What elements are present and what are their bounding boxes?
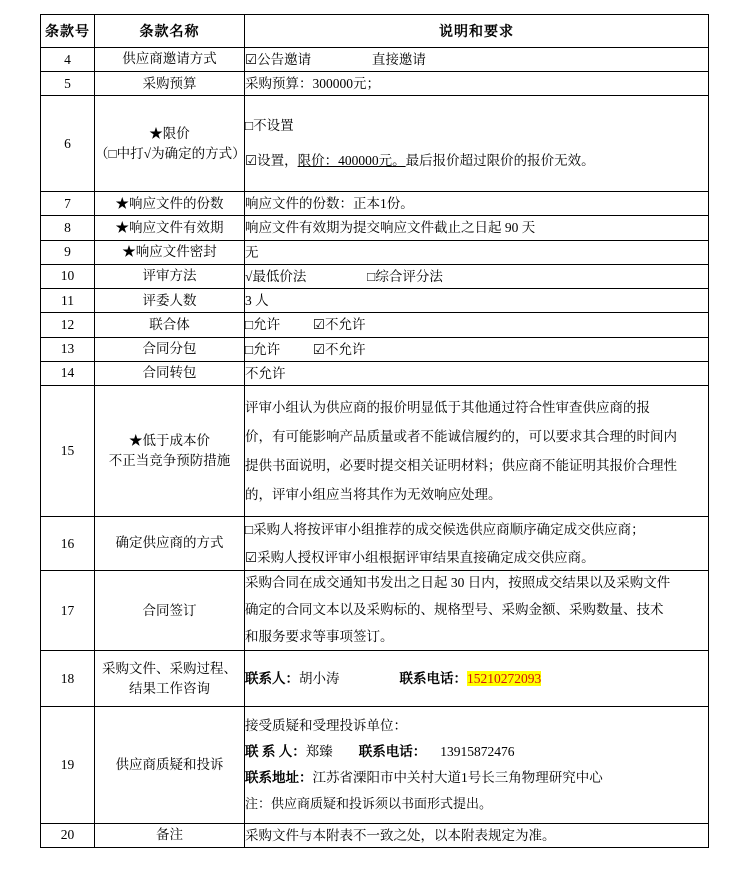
row-name: 联合体 [95, 313, 245, 337]
table-row [41, 823, 709, 847]
table-row [41, 571, 709, 651]
row-no: 10 [41, 264, 95, 288]
row-desc [245, 361, 709, 385]
table-row [41, 385, 709, 516]
complaint-phone-label: 联系电话： [358, 744, 427, 760]
option-subcontract-disallow: ☑不允许 [312, 341, 366, 357]
table-row [41, 264, 709, 288]
option-direct-invite: 直接邀请 [371, 52, 426, 67]
row-desc [245, 337, 709, 361]
contract-line-2: 确定的合同文本以及采购标的、规格型号、采购金额、采购数量、技术 [245, 602, 664, 618]
row-desc [245, 823, 709, 847]
option-comprehensive-score: □综合评分法 [367, 268, 443, 284]
row-desc [245, 651, 709, 707]
row-name: 确定供应商的方式 [95, 516, 245, 570]
row-no: 6 [41, 96, 95, 192]
complaint-address-label: 联系地址： [245, 770, 313, 786]
row-name: 备注 [95, 823, 245, 847]
price-cap-set-prefix: ☑设置， [245, 152, 298, 168]
award-option-direct: ☑采购人授权评审小组根据评审结果直接确定成交供应商。 [245, 549, 595, 565]
row-name: 评审方法 [95, 264, 245, 288]
row-name [95, 385, 245, 516]
row-name: 供应商质疑和投诉 [95, 707, 245, 823]
row-no: 4 [41, 48, 95, 72]
table-row [41, 516, 709, 570]
row-no: 20 [41, 823, 95, 847]
row-name-sub: （□中打√为确定的方式） [95, 145, 246, 161]
judges-count: 3 人 [245, 293, 269, 309]
column-header-desc: 说明和要求 [245, 15, 709, 48]
row-name: 合同分包 [95, 337, 245, 361]
option-consortium-disallow: ☑不允许 [312, 317, 366, 333]
price-cap-option-set [245, 145, 708, 177]
validity-value: 响应文件有效期为提交响应文件截止之日起 90 天 [245, 220, 536, 236]
table-row [41, 216, 709, 240]
option-public-invite: ☑公告邀请 [245, 52, 312, 67]
table-row [41, 192, 709, 216]
row-desc [245, 313, 709, 337]
row-desc [245, 48, 709, 72]
row-name-sub: 不正当竞争预防措施 [108, 452, 231, 468]
row-desc [245, 96, 709, 192]
complaint-contact-name: 郑臻 [305, 744, 333, 760]
row-no: 19 [41, 707, 95, 823]
row-no: 13 [41, 337, 95, 361]
row-desc [245, 240, 709, 264]
row-desc [245, 72, 709, 96]
row-no: 8 [41, 216, 95, 240]
row-desc [245, 264, 709, 288]
transfer-value: 不允许 [245, 365, 286, 381]
consult-phone-value: 15210272093 [467, 671, 542, 687]
price-cap-option-none: □不设置 [245, 118, 294, 134]
row-name: 评委人数 [95, 289, 245, 313]
row-name: 合同转包 [95, 361, 245, 385]
document-page [40, 14, 708, 848]
table-row [41, 48, 709, 72]
row-no: 16 [41, 516, 95, 570]
row-no: 15 [41, 385, 95, 516]
table-row [41, 337, 709, 361]
row-name: 采购预算 [95, 72, 245, 96]
row-desc [245, 707, 709, 823]
complaint-contact-label: 联 系 人： [245, 744, 306, 760]
contract-line-3: 和服务要求等事项签订。 [245, 629, 394, 645]
copies-value: 响应文件的份数：正本1份。 [245, 196, 414, 212]
sealing-value: 无 [245, 244, 259, 260]
table-row [41, 707, 709, 823]
row-desc [245, 192, 709, 216]
complaint-phone-value: 13915872476 [440, 744, 515, 760]
row-desc [245, 385, 709, 516]
price-cap-suffix: 最后报价超过限价的报价无效。 [405, 152, 595, 168]
row-desc [245, 289, 709, 313]
table-row [41, 361, 709, 385]
consult-contact-name: 胡小涛 [299, 671, 340, 687]
remark-value: 采购文件与本附表不一致之处，以本附表规定为准。 [245, 827, 556, 843]
table-row [41, 289, 709, 313]
row-no: 14 [41, 361, 95, 385]
table-row [41, 313, 709, 337]
row-no: 12 [41, 313, 95, 337]
row-name-main: ★低于成本价 [129, 433, 210, 449]
contract-line-1: 采购合同在成交通知书发出之日起 30 日内，按照成交结果以及采购文件 [245, 575, 671, 591]
row-no: 9 [41, 240, 95, 264]
table-row [41, 96, 709, 192]
row-name [95, 651, 245, 707]
row-name-main: 采购文件、采购过程、 [102, 661, 237, 677]
option-subcontract-allow: □允许 [245, 341, 281, 357]
row-name: 合同签订 [95, 571, 245, 651]
budget-value: 采购预算：300000元； [245, 76, 380, 92]
complaint-address-value: 江苏省溧阳市中关村大道1号长三角物理研究中心 [312, 770, 603, 786]
consult-contact-label: 联系人： [245, 671, 299, 687]
row-no: 5 [41, 72, 95, 96]
price-cap-amount: 限价：400000元。 [297, 152, 406, 168]
row-name: ★响应文件密封 [95, 240, 245, 264]
row-no: 11 [41, 289, 95, 313]
below-cost-line-2: 价，有可能影响产品质量或者不能诚信履约的，可以要求其合理的时间内 [245, 428, 677, 444]
row-name [95, 96, 245, 192]
row-no: 7 [41, 192, 95, 216]
below-cost-line-1: 评审小组认为供应商的报价明显低于其他通过符合性审查供应商的报 [245, 399, 650, 415]
below-cost-line-4: 的，评审小组应当将其作为无效响应处理。 [245, 486, 502, 502]
option-consortium-allow: □允许 [245, 317, 281, 333]
award-option-order: □采购人将按评审小组推荐的成交候选供应商顺序确定成交供应商； [245, 521, 645, 537]
table-row [41, 240, 709, 264]
table-header-row [41, 15, 709, 48]
row-name: ★响应文件的份数 [95, 192, 245, 216]
row-no: 18 [41, 651, 95, 707]
row-desc [245, 571, 709, 651]
row-name-sub: 结果工作咨询 [129, 680, 210, 696]
row-name-main: ★限价 [149, 126, 190, 142]
table-row [41, 651, 709, 707]
row-name: ★响应文件有效期 [95, 216, 245, 240]
complaint-note: 注：供应商质疑和投诉须以书面形式提出。 [245, 796, 493, 812]
row-name: 供应商邀请方式 [95, 48, 245, 72]
row-desc [245, 516, 709, 570]
option-lowest-price: √最低价法 [245, 268, 307, 284]
row-desc [245, 216, 709, 240]
column-header-no: 条款号 [41, 15, 95, 48]
table-row [41, 72, 709, 96]
consult-phone-label: 联系电话： [399, 671, 467, 687]
below-cost-line-3: 提供书面说明，必要时提交相关证明材料；供应商不能证明其报价合理性 [245, 457, 677, 473]
procurement-terms-table [40, 14, 709, 848]
row-no: 17 [41, 571, 95, 651]
column-header-name: 条款名称 [95, 15, 245, 48]
complaint-unit-label: 接受质疑和受理投诉单位： [245, 718, 407, 734]
